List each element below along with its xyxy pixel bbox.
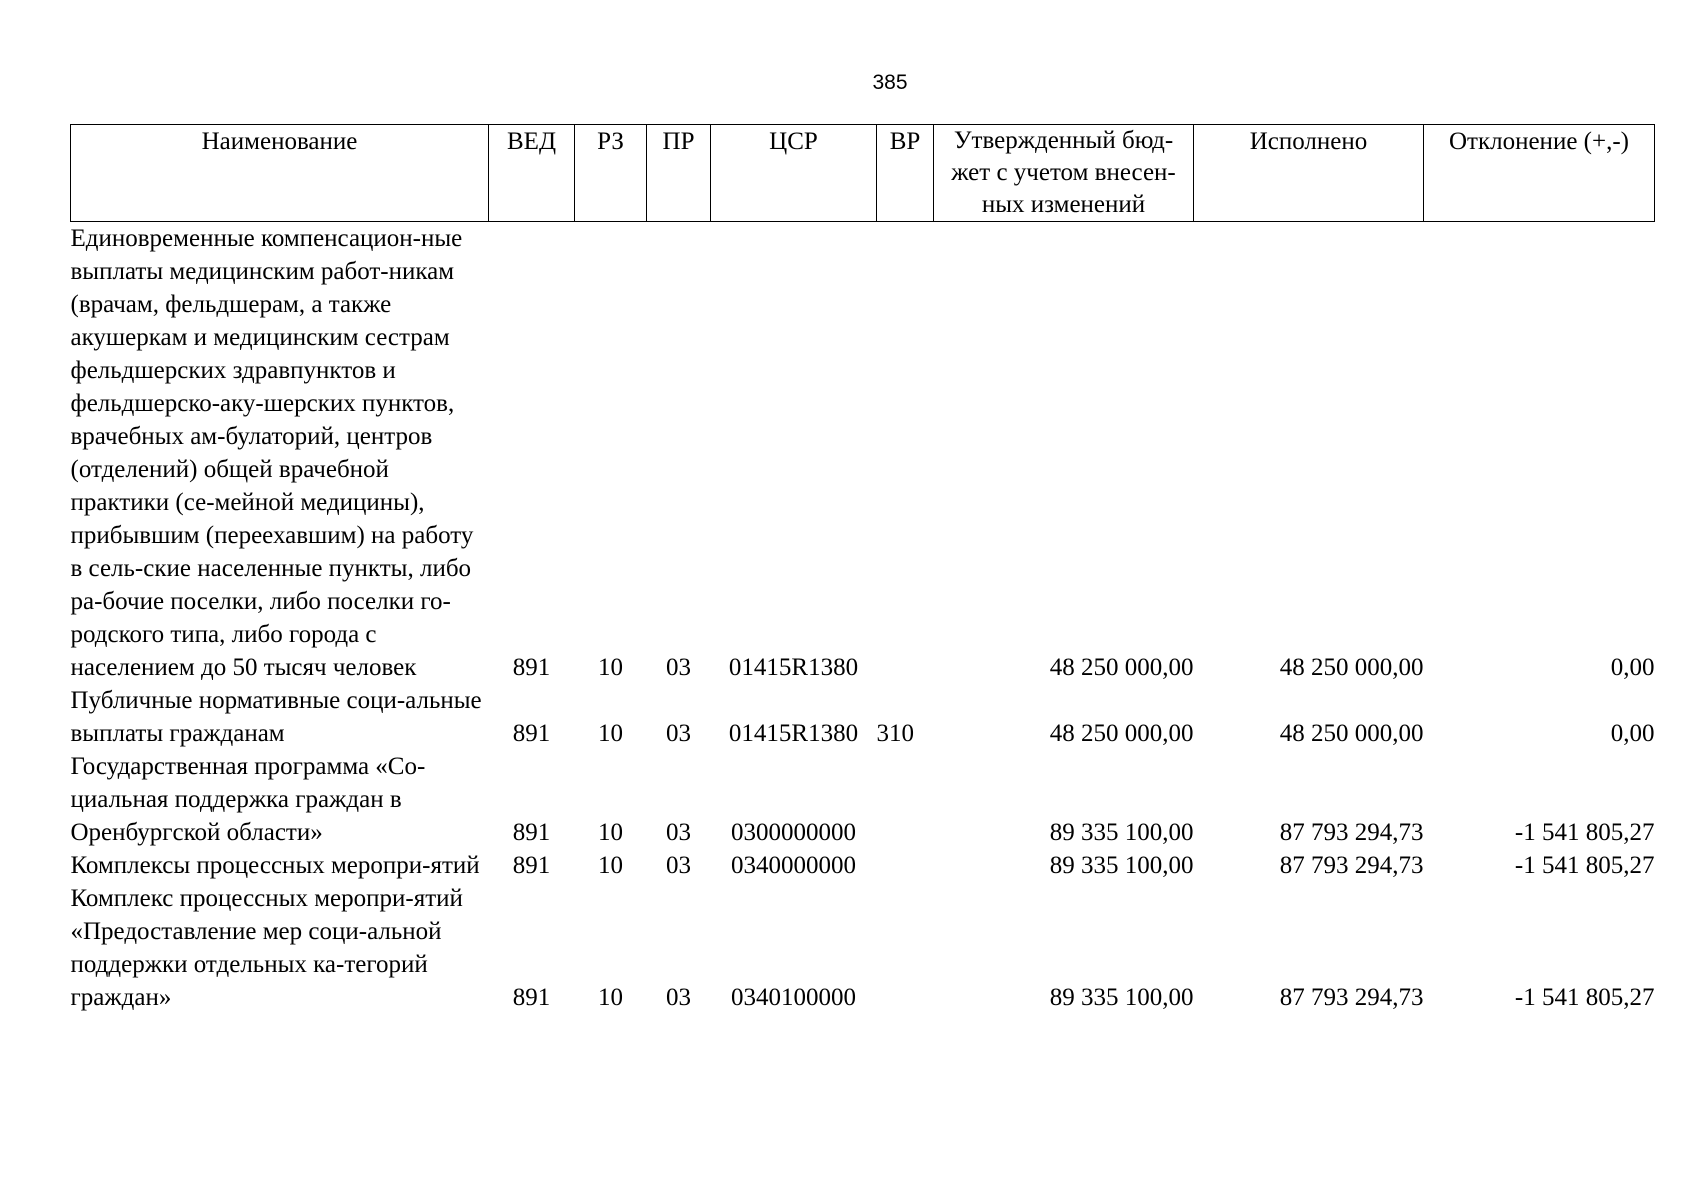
row-approved: 89 335 100,00 xyxy=(1049,819,1194,846)
row-deviation: 0,00 xyxy=(1610,654,1655,681)
header-ved: ВЕД xyxy=(489,125,575,222)
row-deviation: 0,00 xyxy=(1610,720,1655,747)
row-name: Комплексы процессных меропри-ятий xyxy=(70,852,480,879)
row-ved: 891 xyxy=(512,819,551,846)
row-deviation: -1 541 805,27 xyxy=(1514,819,1655,846)
row-rz: 10 xyxy=(598,720,623,747)
row-deviation: -1 541 805,27 xyxy=(1514,984,1655,1011)
table-row xyxy=(71,750,1655,849)
row-vr: 310 xyxy=(876,720,914,747)
row-csr: 01415R1380 xyxy=(728,654,859,681)
row-executed: 87 793 294,73 xyxy=(1279,852,1424,879)
row-rz: 10 xyxy=(598,654,623,681)
table-row xyxy=(71,684,1655,750)
row-name: Публичные нормативные соци-альные выплаты гражданам xyxy=(70,687,482,747)
row-approved: 89 335 100,00 xyxy=(1049,852,1194,879)
row-rz: 10 xyxy=(598,819,623,846)
row-csr: 0300000000 xyxy=(731,819,856,846)
page-number: 385 xyxy=(872,71,908,94)
row-csr: 0340100000 xyxy=(731,984,856,1011)
budget-execution-table xyxy=(70,124,1655,1014)
row-pr: 03 xyxy=(666,984,691,1011)
row-ved: 891 xyxy=(512,984,551,1011)
row-approved: 48 250 000,00 xyxy=(1049,654,1194,681)
row-name: Единовременные компенсацион-ные выплаты медицинским работ-никам (врачам, фельдшерам, а также акушеркам и медицинским сестрам фельдшерских здравпунктов и фельдшерско-аку-шерских пунктов, врачебных ам-булаторий, центров (отделений) общей врачебной практики (се-мейной медицины), прибывшим (переехавшим) на работу в сель-ские населенные пункты, либо ра-бочие поселки, либо поселки го-родского типа, либо города с населением до 50 тысяч человек xyxy=(70,225,474,681)
row-pr: 03 xyxy=(666,720,691,747)
row-vr xyxy=(877,849,934,882)
header-pr: ПР xyxy=(647,125,711,222)
row-vr xyxy=(877,882,934,1014)
row-approved: 89 335 100,00 xyxy=(1049,984,1194,1011)
row-ved: 891 xyxy=(512,654,551,681)
table-row xyxy=(71,222,1655,685)
row-deviation: -1 541 805,27 xyxy=(1514,852,1655,879)
row-name: Государственная программа «Со-циальная поддержка граждан в Оренбургской области» xyxy=(70,753,426,846)
header-csr: ЦСР xyxy=(711,125,877,222)
row-pr: 03 xyxy=(666,819,691,846)
row-approved: 48 250 000,00 xyxy=(1049,720,1194,747)
row-ved: 891 xyxy=(512,720,551,747)
header-deviation: Отклонение (+,-) xyxy=(1424,125,1655,222)
table-row xyxy=(71,849,1655,882)
row-pr: 03 xyxy=(666,654,691,681)
row-pr: 03 xyxy=(666,852,691,879)
header-executed: Исполнено xyxy=(1194,125,1424,222)
row-executed: 87 793 294,73 xyxy=(1279,984,1424,1011)
header-approved-budget: Утвержденный бюд-жет с учетом внесен-ных изменений xyxy=(934,125,1194,222)
row-csr: 01415R1380 xyxy=(728,720,859,747)
row-csr: 0340000000 xyxy=(731,852,856,879)
row-rz: 10 xyxy=(598,984,623,1011)
table-header-row xyxy=(71,125,1655,222)
table-row xyxy=(71,882,1655,1014)
header-rz: РЗ xyxy=(575,125,647,222)
header-vr: ВР xyxy=(877,125,934,222)
row-executed: 48 250 000,00 xyxy=(1279,720,1424,747)
row-ved: 891 xyxy=(512,852,551,879)
header-name: Наименование xyxy=(71,125,489,222)
row-vr xyxy=(877,750,934,849)
row-executed: 87 793 294,73 xyxy=(1279,819,1424,846)
row-vr xyxy=(877,222,934,685)
row-rz: 10 xyxy=(598,852,623,879)
row-executed: 48 250 000,00 xyxy=(1279,654,1424,681)
row-name: Комплекс процессных меропри-ятий «Предоставление мер соци-альной поддержки отдельных ка-тегорий граждан» xyxy=(70,885,463,1011)
